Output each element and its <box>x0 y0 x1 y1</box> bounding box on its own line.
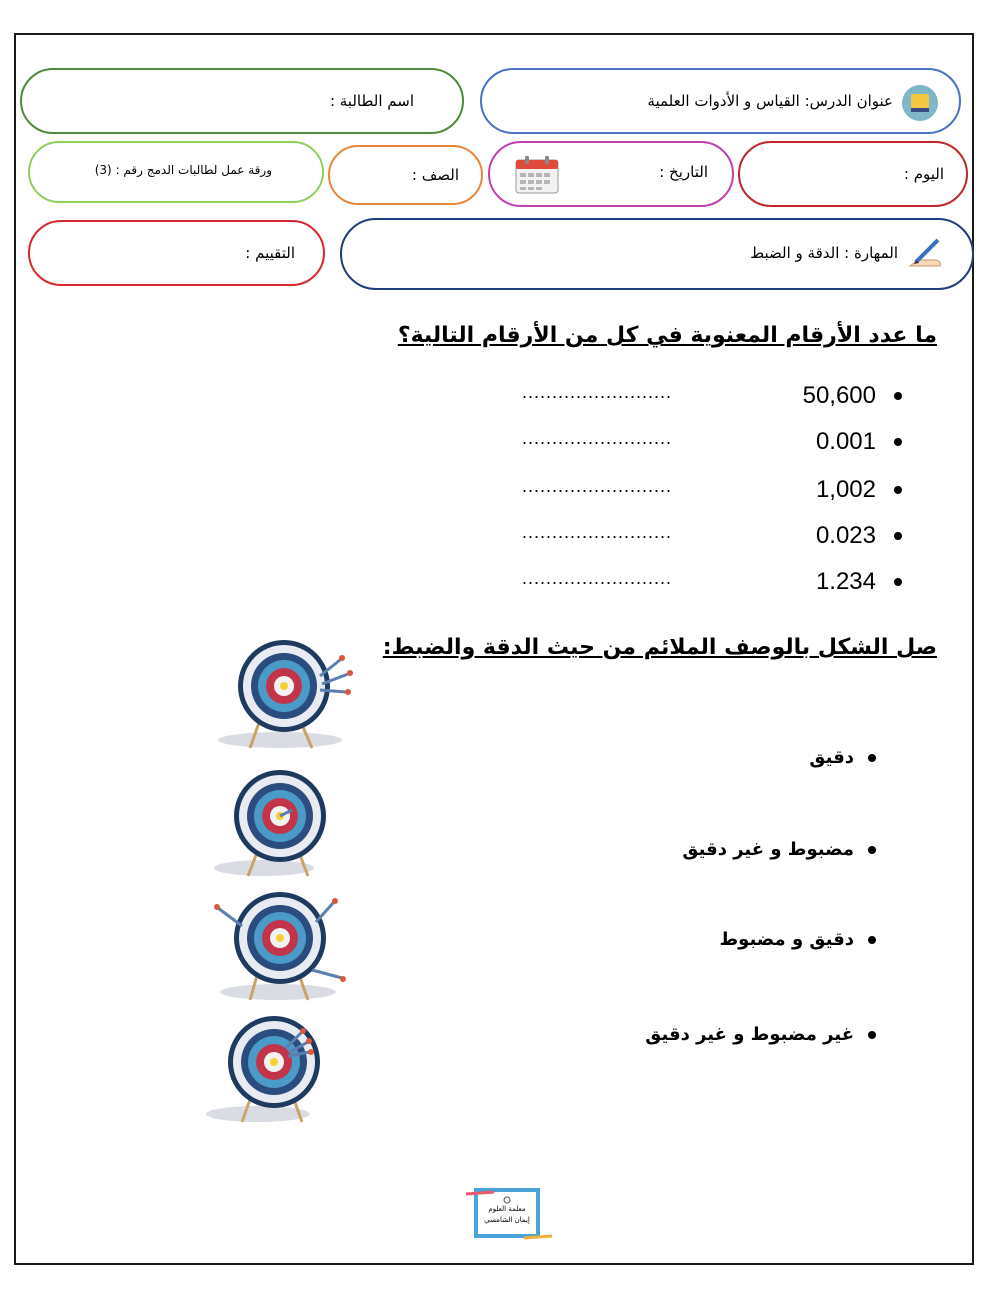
target-center-hit-icon[interactable] <box>208 770 338 880</box>
match-option[interactable] <box>682 839 876 869</box>
calendar-icon <box>514 155 560 195</box>
bullet <box>868 936 876 944</box>
answer-blank[interactable]: ......................... <box>522 382 673 402</box>
option-label: غير مضبوط و غير دقيق <box>645 1024 854 1045</box>
skill-box <box>340 218 974 290</box>
logo-line-1: معلمة العلوم <box>488 1205 526 1213</box>
student-name-label: اسم الطالبة : <box>329 92 414 110</box>
bullet <box>868 846 876 854</box>
writing-hand-icon <box>906 236 944 270</box>
number-value: 0.023 <box>815 522 876 549</box>
list-item <box>500 382 920 412</box>
bullet <box>894 532 902 540</box>
match-option[interactable] <box>809 747 876 777</box>
target-arrows-right-icon[interactable] <box>208 640 368 752</box>
list-item <box>500 476 920 506</box>
number-value: 0.001 <box>815 428 876 455</box>
date-box[interactable] <box>488 141 734 207</box>
lesson-label: عنوان الدرس: <box>804 92 893 110</box>
skill-value: الدقة و الضبط <box>750 244 840 262</box>
option-label: دقيق <box>809 747 854 768</box>
bullet <box>894 392 902 400</box>
answer-blank[interactable]: ......................... <box>522 428 673 448</box>
worksheet-number-box <box>28 141 324 203</box>
logo-line-2: إيمان الشامسي <box>484 1216 530 1224</box>
list-item <box>500 522 920 552</box>
book-icon <box>901 84 939 122</box>
option-label: مضبوط و غير دقيق <box>682 839 854 860</box>
number-value: 1,002 <box>815 476 876 503</box>
date-label: التاريخ : <box>659 163 708 181</box>
question2-title: صل الشكل بالوصف الملائم من حيث الدقة والضبط: <box>382 635 937 660</box>
bullet <box>868 754 876 762</box>
bullet <box>868 1031 876 1039</box>
target-clustered-arrows-icon[interactable] <box>200 1014 330 1126</box>
list-item <box>500 428 920 458</box>
skill-label: المهارة : <box>844 244 898 262</box>
bullet <box>894 486 902 494</box>
evaluation-label: التقييم : <box>245 244 295 262</box>
teacher-logo <box>464 1180 554 1242</box>
answer-blank[interactable]: ......................... <box>522 568 673 588</box>
bullet <box>894 578 902 586</box>
question1-title: ما عدد الأرقام المعنوية في كل من الأرقام التالية؟ <box>397 323 937 348</box>
option-label: دقيق و مضبوط <box>719 929 854 950</box>
class-label: الصف : <box>411 166 459 184</box>
list-item <box>500 568 920 598</box>
lesson-title: القياس و الأدوات العلمية <box>647 92 800 110</box>
bullet <box>894 438 902 446</box>
number-value: 1.234 <box>815 568 876 595</box>
number-value: 50,600 <box>802 382 876 409</box>
student-name-box[interactable] <box>20 68 464 134</box>
answer-blank[interactable]: ......................... <box>522 476 673 496</box>
day-box[interactable] <box>738 141 968 207</box>
match-option[interactable] <box>719 929 876 959</box>
worksheet-number: (3) <box>94 163 112 177</box>
target-scattered-arrows-icon[interactable] <box>208 892 358 1004</box>
answer-blank[interactable]: ......................... <box>522 522 673 542</box>
lesson-title-box <box>480 68 961 134</box>
worksheet-label: ورقة عمل لطالبات الدمج رقم : <box>115 163 272 177</box>
match-option[interactable] <box>645 1024 876 1054</box>
day-label: اليوم : <box>903 165 944 183</box>
evaluation-box[interactable] <box>28 220 325 286</box>
class-box[interactable] <box>328 145 483 205</box>
